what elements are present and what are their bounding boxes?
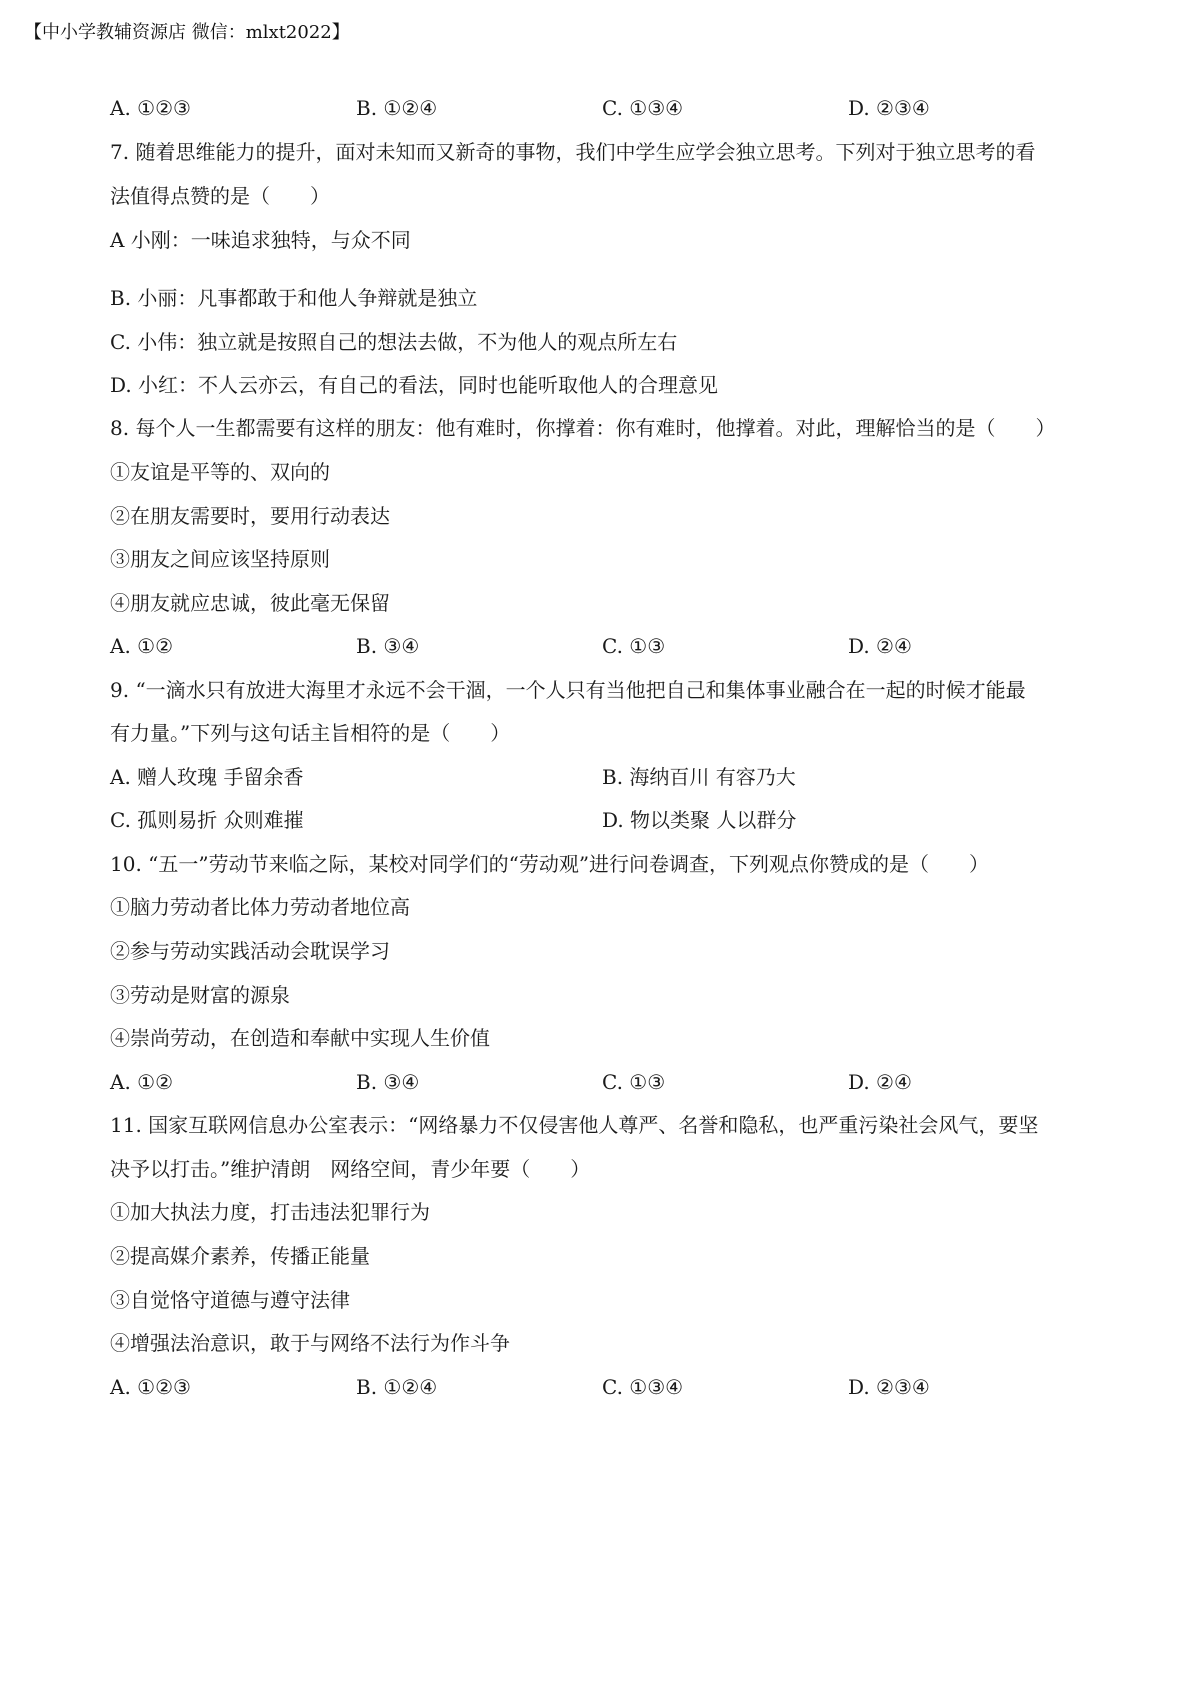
q8-item-4: ④朋友就应忠诚，彼此毫无保留 xyxy=(110,591,390,615)
q11-item-1: ①加大执法力度，打击违法犯罪行为 xyxy=(110,1200,430,1224)
option-d: D. ②④ xyxy=(848,1070,912,1094)
q7-stem-cont: 法值得点赞的是（ ） xyxy=(110,184,330,208)
q9-options-row1 xyxy=(110,763,1110,791)
q10-item-1: ①脑力劳动者比体力劳动者地位高 xyxy=(110,895,410,919)
option-c: C. ①③④ xyxy=(602,1375,684,1399)
option-d: D. ②④ xyxy=(848,634,912,658)
option-b: B. ①②④ xyxy=(356,1375,438,1399)
option-c: C. ①③ xyxy=(602,634,666,658)
q11-stem-cont: 决予以打击。”维护清朗 网络空间，青少年要（ ） xyxy=(110,1157,591,1181)
option-c: C. ①③④ xyxy=(602,96,684,120)
option-a: A. ①②③ xyxy=(110,96,191,120)
q11-item-3: ③自觉恪守道德与遵守法律 xyxy=(110,1288,350,1312)
option-d: D. ②③④ xyxy=(848,1375,930,1399)
q8-options xyxy=(110,632,1110,660)
q10-options xyxy=(110,1068,1110,1096)
q7-stem: 7. 随着思维能力的提升，面对未知而又新奇的事物，我们中学生应学会独立思考。下列对于独立思考的看 xyxy=(110,140,1036,164)
option-b: B. 海纳百川 有容乃大 xyxy=(602,765,796,789)
q11-item-4: ④增强法治意识，敢于与网络不法行为作斗争 xyxy=(110,1331,510,1355)
option-a: A. ①② xyxy=(110,1070,174,1094)
q8-item-2: ②在朋友需要时，要用行动表达 xyxy=(110,504,390,528)
option-a: A. 赠人玫瑰 手留余香 xyxy=(110,765,304,789)
option-a: A. ①②③ xyxy=(110,1375,191,1399)
q11-options xyxy=(110,1373,1110,1401)
option-b: B. ③④ xyxy=(356,634,420,658)
option-a: A. ①② xyxy=(110,634,174,658)
q11-stem: 11. 国家互联网信息办公室表示：“网络暴力不仅侵害他人尊严、名誉和隐私，也严重污染社会风气，要坚 xyxy=(110,1113,1039,1137)
option-b: B. ①②④ xyxy=(356,96,438,120)
q6-options xyxy=(110,94,1110,122)
q9-stem-cont: 有力量。”下列与这句话主旨相符的是（ ） xyxy=(110,721,511,745)
option-c: C. ①③ xyxy=(602,1070,666,1094)
q8-stem: 8. 每个人一生都需要有这样的朋友：他有难时，你撑着：你有难时，他撑着。对此，理解恰当的是（ ） xyxy=(110,416,1056,440)
q10-item-3: ③劳动是财富的源泉 xyxy=(110,983,290,1007)
page-header: 【中小学教辅资源店 微信：mlxt2022】 xyxy=(24,22,350,43)
option-d: D. ②③④ xyxy=(848,96,930,120)
q8-item-3: ③朋友之间应该坚持原则 xyxy=(110,547,330,571)
q7-option-d: D. 小红：不人云亦云，有自己的看法，同时也能听取他人的合理意见 xyxy=(110,373,719,397)
option-d: D. 物以类聚 人以群分 xyxy=(602,808,797,832)
option-b: B. ③④ xyxy=(356,1070,420,1094)
q7-option-c: C. 小伟：独立就是按照自己的想法去做，不为他人的观点所左右 xyxy=(110,330,678,354)
q8-item-1: ①友谊是平等的、双向的 xyxy=(110,460,330,484)
q10-item-2: ②参与劳动实践活动会耽误学习 xyxy=(110,939,390,963)
option-c: C. 孤则易折 众则难摧 xyxy=(110,808,304,832)
q10-stem: 10. “五一”劳动节来临之际，某校对同学们的“劳动观”进行问卷调查，下列观点你赞成的是（ ） xyxy=(110,852,990,876)
q11-item-2: ②提高媒介素养，传播正能量 xyxy=(110,1244,370,1268)
q7-option-b: B. 小丽：凡事都敢于和他人争辩就是独立 xyxy=(110,286,478,310)
q7-option-a: A 小刚：一味追求独特，与众不同 xyxy=(110,228,411,252)
q9-stem: 9. “一滴水只有放进大海里才永远不会干涸，一个人只有当他把自己和集体事业融合在一起的时候才能最 xyxy=(110,678,1026,702)
q9-options-row2 xyxy=(110,806,1110,834)
q10-item-4: ④崇尚劳动，在创造和奉献中实现人生价值 xyxy=(110,1026,490,1050)
